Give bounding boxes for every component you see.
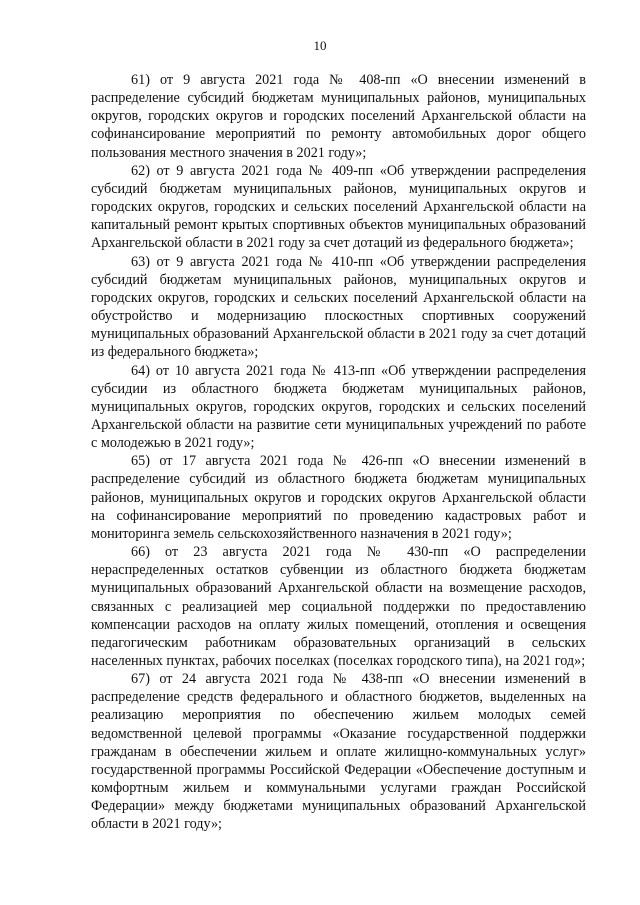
list-item-63: 63) от 9 августа 2021 года № 410-пп «Об утверждении распределения субсидий бюджетам муниципальных районов, муниципальных округов и городских округов, городских и сельских поселений Архангельской области на обустройство и модернизацию плоскостных спортивных сооружений муниципальных образований Архангельской области в 2021 году за счет дотаций из федерального бюджета»; [91,253,586,361]
list-item-62: 62) от 9 августа 2021 года № 409-пп «Об утверждении распределения субсидий бюджетам муниципальных районов, муниципальных округов и городских округов, городских и сельских поселений Архангельской области на капитальный ремонт крытых спортивных объектов муниципальных образований Архангельской области в 2021 году за счет дотаций из федерального бюджета»; [91,162,586,252]
document-body [91,71,586,834]
list-item-61: 61) от 9 августа 2021 года № 408-пп «О внесении изменений в распределение субсидий бюджетам муниципальных районов, муниципальных округов, городских округов и городских поселений Архангельской области на софинансирование мероприятий по ремонту автомобильных дорог общего пользования местного значения в 2021 году»; [91,72,586,161]
list-item-67: 67) от 24 августа 2021 года № 438-пп «О внесении изменений в распределение средств федерального и областного бюджетов, выделенных на реализацию мероприятия по обеспечению жильем молодых семей ведомственной целевой программы «Оказание государственной поддержки гражданам в обеспечении жильем и оплате жилищно-коммунальных услуг» государственной программы Российской Федерации «Обеспечение доступным и комфортным жильем и коммунальными услугами граждан Российской Федерации» между бюджетами муниципальных образований Архангельской области в 2021 году»; [91,671,586,833]
list-item-65: 65) от 17 августа 2021 года № 426-пп «О внесении изменений в распределение субсидий из областного бюджета бюджетам муниципальных районов, муниципальных округов и городских округов Архангельской области на софинансирование мероприятий по проведению кадастровых работ и мониторинга земель сельскохозяйственного назначения в 2021 году»; [91,453,586,542]
page-number: 10 [313,38,327,53]
list-item-66: 66) от 23 августа 2021 года № 430-пп «О распределении нераспределенных остатков субвенции из областного бюджета бюджетам муниципальных образований Архангельской области на возмещение расходов, связанных с реализацией мер социальной поддержки по предоставлению компенсации расходов на оплату жилых помещений, отопления и освещения педагогическим работникам образовательных организаций в сельских населенных пунктах, рабочих поселках (поселках городского типа), на 2021 год»; [91,544,586,669]
list-item-64: 64) от 10 августа 2021 года № 413-пп «Об утверждении распределения субсидии из областного бюджета бюджетам муниципальных районов, муниципальных округов, городских округов, городских и сельских поселений Архангельской области на развитие сети муниципальных учреждений по работе с молодежью в 2021 году»; [91,362,586,452]
